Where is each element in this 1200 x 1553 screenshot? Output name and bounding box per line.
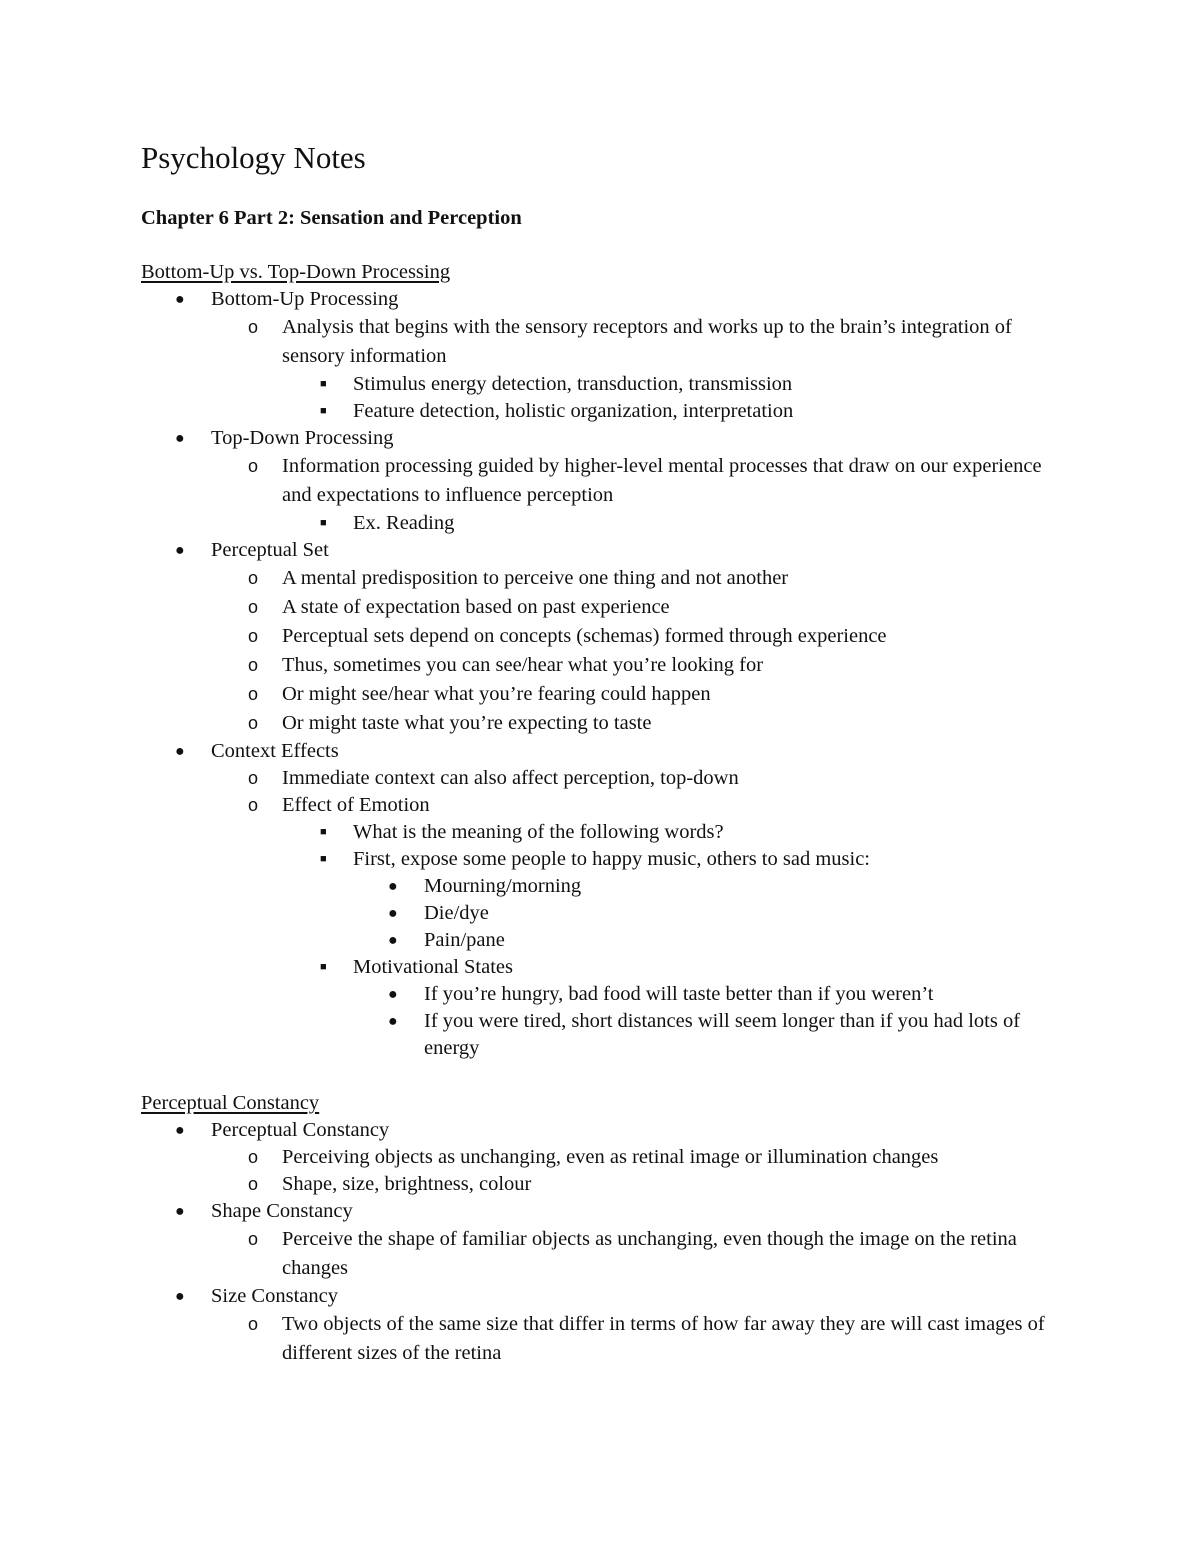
list-item — [248, 709, 1072, 738]
bullet-square-icon: ■ — [320, 853, 327, 865]
bullet-square-icon: ■ — [320, 826, 327, 838]
sub-list — [282, 510, 1072, 537]
bullet-list — [0, 1117, 1200, 1368]
list-item-text: Die/dye — [424, 902, 489, 924]
list-item — [248, 1310, 1072, 1368]
list-item — [248, 313, 1072, 425]
list-item-text: Bottom-Up Processing — [211, 288, 399, 310]
list-item-text: Perceive the shape of familiar objects as unchanging, even though the image on the retina changes — [282, 1228, 1017, 1279]
list-item-text: Ex. Reading — [353, 512, 455, 534]
list-item-text: A state of expectation based on past experience — [282, 596, 670, 618]
list-item — [388, 981, 1074, 1008]
bullet-circle-icon: o — [248, 317, 259, 337]
list-item-text: Information processing guided by higher-level mental processes that draw on our experience and expectations to influence perception — [282, 455, 1042, 506]
bullet-circle-icon: o — [248, 684, 259, 704]
list-item — [248, 1171, 1072, 1198]
bullet-circle-icon: o — [248, 655, 259, 675]
list-item-text: Or might taste what you’re expecting to taste — [282, 712, 652, 734]
bullet-disc-icon: ● — [175, 1122, 185, 1139]
bullet-disc-icon: ● — [175, 291, 185, 308]
list-item — [248, 452, 1072, 537]
list-item-text: Thus, sometimes you can see/hear what you’re looking for — [282, 654, 764, 676]
list-item-text: First, expose some people to happy music, others to sad music: — [353, 848, 870, 870]
sub-list — [211, 1144, 1071, 1198]
bullet-square-icon: ■ — [320, 517, 327, 529]
list-item — [248, 593, 1072, 622]
list-item — [320, 371, 1073, 398]
list-item — [248, 622, 1072, 651]
list-item-text: Pain/pane — [424, 929, 505, 951]
list-item-text: Context Effects — [211, 740, 339, 762]
bullet-circle-icon: o — [248, 768, 259, 788]
section-heading: Bottom-Up vs. Top-Down Processing — [141, 261, 451, 283]
list-item-text: Two objects of the same size that differ in terms of how far away they are will cast images of different sizes of the retina — [282, 1313, 1045, 1364]
sub-list — [282, 819, 1072, 1062]
list-item-text: If you’re hungry, bad food will taste better than if you weren’t — [424, 983, 934, 1005]
bullet-circle-icon: o — [248, 626, 259, 646]
bullet-disc-icon: ● — [175, 743, 185, 760]
list-item — [248, 792, 1072, 1062]
list-item-text: Mourning/morning — [424, 875, 582, 897]
sub-list — [211, 452, 1071, 537]
list-item-text: Perceptual sets depend on concepts (schemas) formed through experience — [282, 625, 887, 647]
bullet-circle-icon: o — [248, 597, 259, 617]
bullet-disc-icon: ● — [175, 1288, 185, 1305]
list-item — [175, 1198, 1071, 1283]
list-item — [175, 1117, 1071, 1198]
sub-list — [211, 313, 1071, 425]
list-item — [248, 651, 1072, 680]
bullet-list — [0, 286, 1200, 1062]
list-item-text: Analysis that begins with the sensory receptors and works up to the brain’s integration of sensory information — [282, 316, 1012, 367]
list-item-text: Perceptual Constancy — [211, 1119, 390, 1141]
list-item — [248, 1225, 1072, 1283]
sub-list — [211, 1310, 1071, 1368]
bullet-disc-icon: ● — [388, 986, 398, 1003]
bullet-circle-icon: o — [248, 1314, 259, 1334]
list-item — [175, 286, 1071, 425]
bullet-square-icon: ■ — [320, 405, 327, 417]
list-item-text: Feature detection, holistic organization, interpretation — [353, 400, 794, 422]
list-item-text: Stimulus energy detection, transduction, transmission — [353, 373, 793, 395]
sub-list — [282, 371, 1072, 425]
bullet-circle-icon: o — [248, 1174, 259, 1194]
list-item — [320, 954, 1073, 1062]
list-item — [388, 1008, 1074, 1062]
list-item — [388, 927, 1074, 954]
list-item — [388, 900, 1074, 927]
list-item — [248, 765, 1072, 792]
list-item — [175, 1283, 1071, 1368]
sub-list — [211, 564, 1071, 738]
bullet-disc-icon: ● — [388, 905, 398, 922]
list-item-text: Motivational States — [353, 956, 513, 978]
chapter-heading: Chapter 6 Part 2: Sensation and Perception — [141, 207, 522, 229]
bullet-disc-icon: ● — [175, 542, 185, 559]
list-item-text: Shape, size, brightness, colour — [282, 1173, 532, 1195]
bullet-square-icon: ■ — [320, 961, 327, 973]
bullet-circle-icon: o — [248, 1147, 259, 1167]
page-title: Psychology Notes — [141, 140, 366, 175]
bullet-circle-icon: o — [248, 456, 259, 476]
list-item-text: Effect of Emotion — [282, 794, 430, 816]
bullet-circle-icon: o — [248, 1229, 259, 1249]
list-item-text: If you were tired, short distances will seem longer than if you had lots of energy — [424, 1010, 1021, 1059]
list-item — [248, 1144, 1072, 1171]
bullet-circle-icon: o — [248, 713, 259, 733]
list-item-text: Top-Down Processing — [211, 427, 394, 449]
list-item — [175, 537, 1071, 738]
section-heading: Perceptual Constancy — [141, 1092, 320, 1114]
list-item — [175, 738, 1071, 1062]
list-item-text: Immediate context can also affect perception, top-down — [282, 767, 739, 789]
list-item — [388, 873, 1074, 900]
section-processing — [0, 259, 1200, 1062]
list-item-text: Shape Constancy — [211, 1200, 353, 1222]
list-item-text: A mental predisposition to perceive one thing and not another — [282, 567, 789, 589]
list-item — [320, 819, 1073, 846]
list-item-text: Perceiving objects as unchanging, even as retinal image or illumination changes — [282, 1146, 939, 1168]
section-constancy — [0, 1090, 1200, 1368]
sub-list — [353, 873, 1073, 954]
list-item — [248, 680, 1072, 709]
bullet-disc-icon: ● — [175, 1203, 185, 1220]
bullet-disc-icon: ● — [175, 430, 185, 447]
list-item — [320, 398, 1073, 425]
bullet-square-icon: ■ — [320, 378, 327, 390]
list-item — [320, 510, 1073, 537]
bullet-disc-icon: ● — [388, 1013, 398, 1030]
bullet-circle-icon: o — [248, 795, 259, 815]
list-item — [248, 564, 1072, 593]
bullet-disc-icon: ● — [388, 932, 398, 949]
list-item-text: Or might see/hear what you’re fearing could happen — [282, 683, 711, 705]
list-item — [320, 846, 1073, 954]
list-item-text: Size Constancy — [211, 1285, 338, 1307]
sub-list — [211, 765, 1071, 1062]
list-item-text: What is the meaning of the following words? — [353, 821, 724, 843]
list-item-text: Perceptual Set — [211, 539, 329, 561]
bullet-disc-icon: ● — [388, 878, 398, 895]
list-item — [175, 425, 1071, 537]
sub-list — [353, 981, 1073, 1062]
bullet-circle-icon: o — [248, 568, 259, 588]
sub-list — [211, 1225, 1071, 1283]
